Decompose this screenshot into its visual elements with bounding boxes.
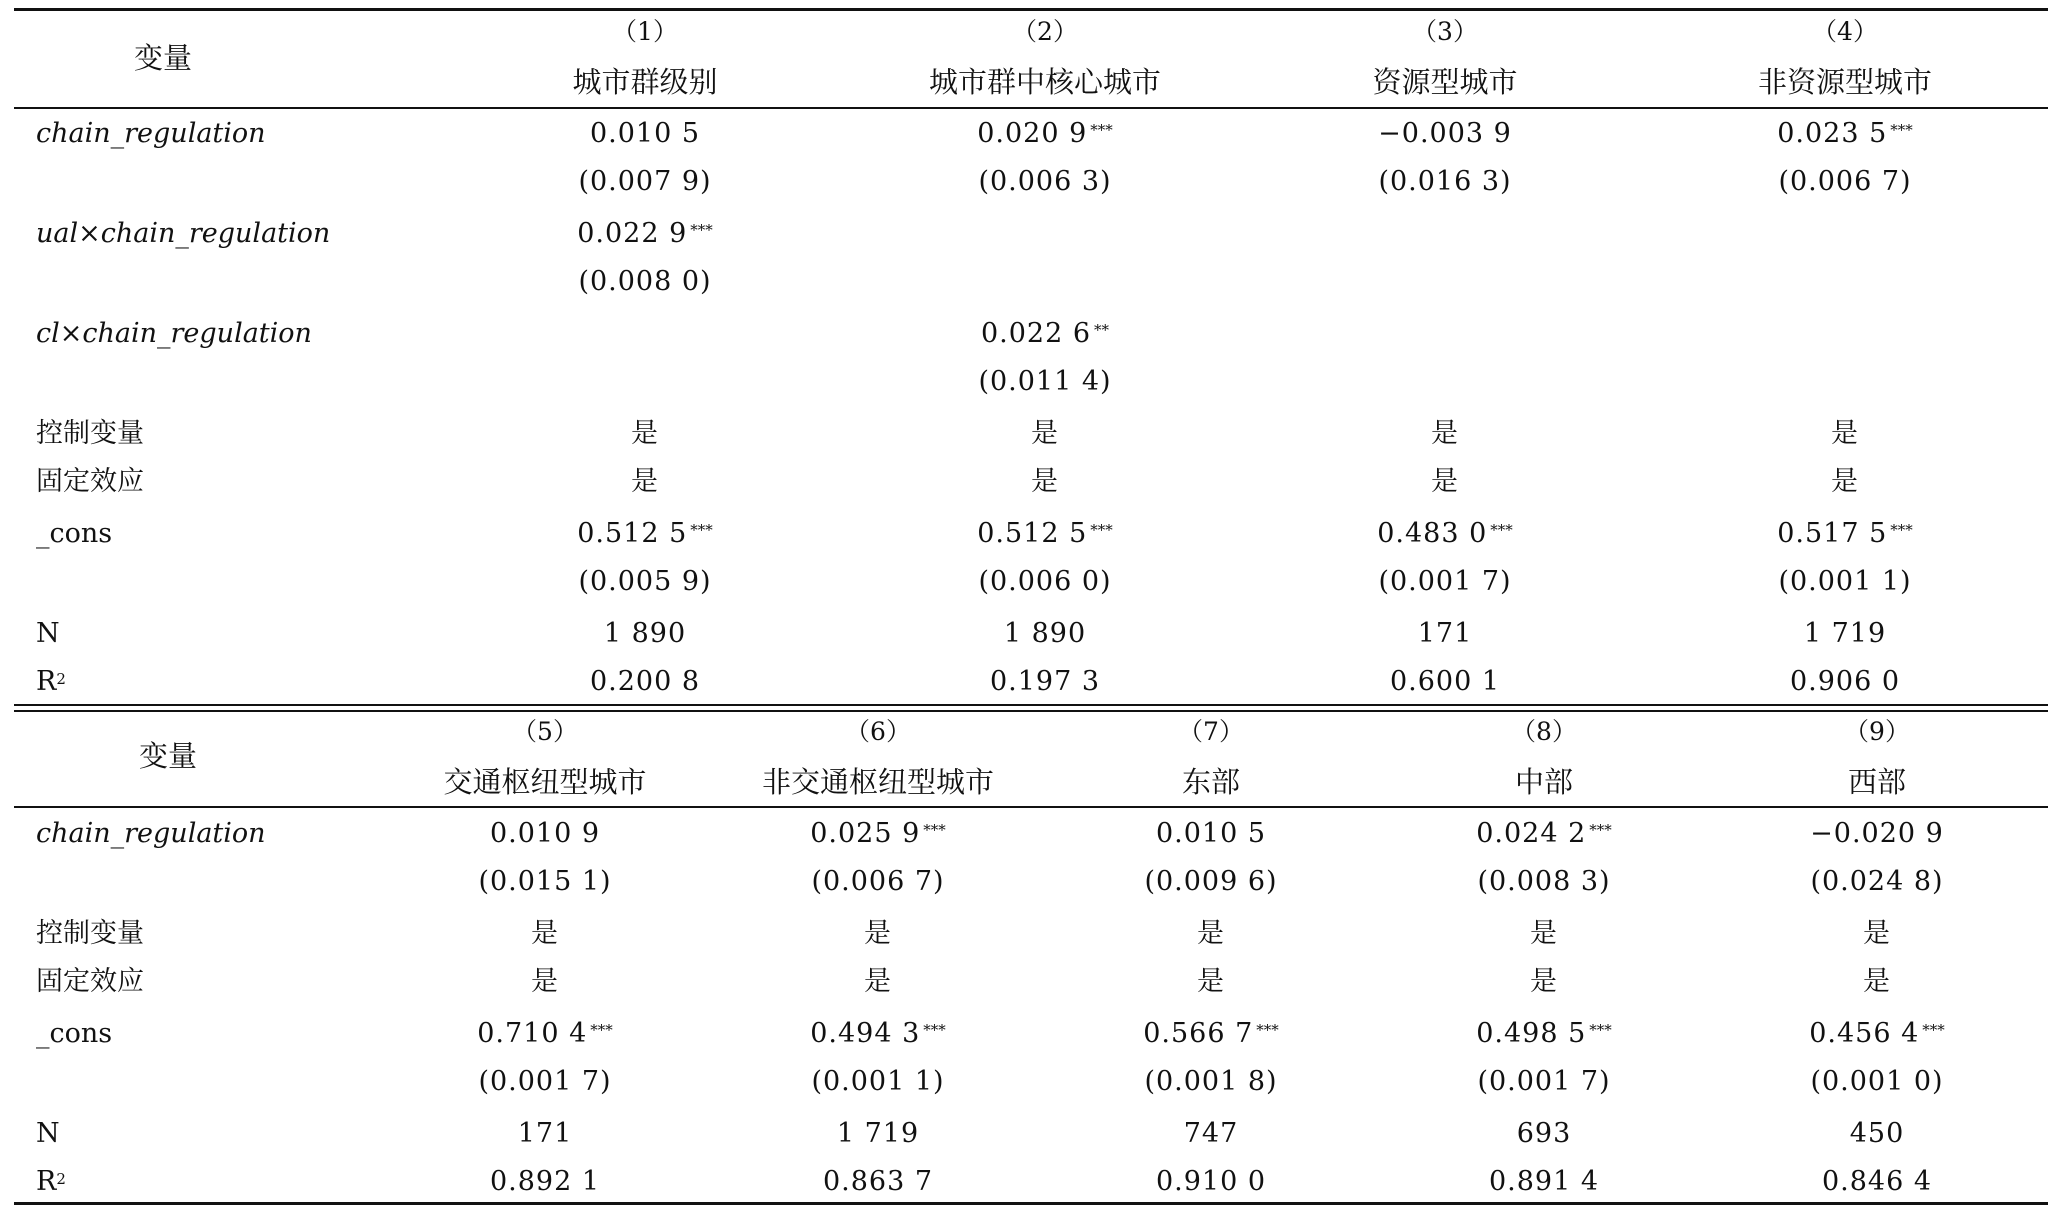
column-number: （1） — [612, 17, 678, 46]
cell-value: 是 — [864, 918, 892, 949]
table-cell — [981, 318, 1109, 350]
column-name: 非交通枢纽型城市 — [761, 765, 995, 799]
row-label-text: _cons — [36, 518, 113, 549]
table-cell — [1863, 966, 1891, 998]
column-number: （8） — [1511, 717, 1577, 746]
table-cell — [578, 566, 711, 598]
panel-b-header-rule — [14, 806, 2048, 808]
table-cell — [518, 1118, 573, 1150]
cell-value: 0.566 7 — [1143, 1018, 1254, 1049]
significance-stars: *** — [690, 221, 713, 239]
table-cell — [978, 166, 1111, 198]
table-cell — [478, 866, 611, 898]
table-cell — [1378, 118, 1512, 150]
row-label-text: _cons — [36, 1018, 113, 1049]
cell-value: 0.891 4 — [1488, 1166, 1600, 1197]
cell-value: 0.010 5 — [1155, 818, 1267, 849]
table-cell — [1489, 1166, 1599, 1198]
table-cell — [1810, 818, 1944, 850]
table-cell — [1778, 566, 1911, 598]
cell-value: 是 — [1431, 418, 1459, 449]
significance-stars: *** — [1589, 821, 1612, 839]
cell-value: −0.003 9 — [1378, 118, 1512, 149]
table-cell — [1431, 418, 1459, 450]
table-cell — [1156, 818, 1266, 850]
table-cell — [531, 966, 559, 998]
table-cell — [1517, 1118, 1572, 1150]
row-label-text: ual×chain_regulation — [36, 218, 331, 249]
table-cell — [631, 466, 659, 498]
panel-b-variable-header: 变量 — [138, 739, 198, 773]
table-cell — [577, 218, 713, 250]
table-cell — [1144, 866, 1277, 898]
table-cell — [977, 518, 1113, 550]
cell-value: 0.025 9 — [810, 818, 921, 849]
cell-value: 0.512 5 — [977, 518, 1088, 549]
significance-stars: *** — [1256, 1021, 1279, 1039]
table-cell — [864, 966, 892, 998]
row-label-text: 控制变量 — [36, 918, 144, 949]
significance-stars: *** — [1922, 1021, 1945, 1039]
table-cell — [1831, 466, 1859, 498]
cell-value: (0.006 3) — [978, 166, 1112, 197]
significance-stars: *** — [1090, 121, 1113, 139]
table-cell — [1184, 1118, 1239, 1150]
significance-stars: *** — [1589, 1021, 1612, 1039]
table-cell — [1476, 818, 1612, 850]
row-label-superscript: 2 — [56, 670, 66, 688]
cell-value: 是 — [1530, 966, 1558, 997]
table-cell — [1790, 666, 1900, 698]
table-cell — [1390, 666, 1500, 698]
column-name: 非资源型城市 — [1757, 65, 1933, 99]
cell-value: 0.197 3 — [989, 666, 1101, 697]
table-cell — [1810, 1066, 1943, 1098]
table-cell — [478, 1066, 611, 1098]
cell-value: (0.006 7) — [811, 866, 945, 897]
cell-value: 是 — [1863, 966, 1891, 997]
cell-value: 是 — [1031, 418, 1059, 449]
cell-value: 450 — [1849, 1118, 1905, 1149]
cell-value: (0.001 8) — [1144, 1066, 1278, 1097]
cell-value: 0.022 9 — [577, 218, 688, 249]
table-cell — [1004, 618, 1086, 650]
table-cell — [531, 918, 559, 950]
significance-stars: *** — [923, 1021, 946, 1039]
table-cell — [837, 1118, 919, 1150]
row-label — [36, 618, 60, 650]
table-cell — [811, 866, 944, 898]
cell-value: 747 — [1183, 1118, 1239, 1149]
table-cell — [1822, 1166, 1932, 1198]
cell-value: 0.910 0 — [1155, 1166, 1267, 1197]
bottom-rule — [14, 1202, 2048, 1205]
table-cell — [1850, 1118, 1905, 1150]
table-cell — [490, 818, 600, 850]
table-cell — [1031, 418, 1059, 450]
table-cell — [1831, 418, 1859, 450]
cell-value: 是 — [1031, 466, 1059, 497]
cell-value: 0.906 0 — [1789, 666, 1901, 697]
row-label-text: 固定效应 — [36, 466, 144, 497]
cell-value: (0.007 9) — [578, 166, 712, 197]
cell-value: 0.022 6 — [980, 318, 1092, 349]
column-name: 城市群级别 — [572, 65, 718, 99]
table-cell — [1197, 918, 1225, 950]
row-label-text: R — [36, 666, 57, 697]
table-cell — [1418, 618, 1473, 650]
row-label — [36, 1018, 112, 1050]
significance-stars: *** — [1890, 521, 1913, 539]
row-label — [36, 218, 330, 250]
table-cell — [1810, 866, 1943, 898]
table-cell — [810, 1018, 946, 1050]
cell-value: (0.001 7) — [478, 1066, 612, 1097]
cell-value: (0.008 0) — [578, 266, 712, 297]
column-name: 交通枢纽型城市 — [443, 765, 647, 799]
cell-value: 0.517 5 — [1777, 518, 1888, 549]
cell-value: (0.006 7) — [1778, 166, 1912, 197]
significance-stars: *** — [923, 821, 946, 839]
column-number: （2） — [1012, 17, 1078, 46]
table-cell — [1777, 518, 1913, 550]
table-cell — [977, 118, 1113, 150]
panel-a-variable-header: 变量 — [133, 41, 193, 75]
column-number: （4） — [1812, 17, 1878, 46]
table-cell — [1863, 918, 1891, 950]
cell-value: 0.494 3 — [810, 1018, 921, 1049]
significance-stars: *** — [1490, 521, 1513, 539]
table-cell — [978, 566, 1111, 598]
table-cell — [1143, 1018, 1279, 1050]
row-label — [36, 518, 112, 550]
cell-value: (0.001 1) — [811, 1066, 945, 1097]
table-cell — [864, 918, 892, 950]
table-cell — [978, 366, 1111, 398]
cell-value: 0.512 5 — [577, 518, 688, 549]
table-cell — [577, 518, 713, 550]
column-name: 东部 — [1181, 765, 1241, 799]
cell-value: 1 890 — [603, 618, 687, 649]
row-label — [36, 966, 144, 998]
row-label — [36, 1118, 60, 1150]
cell-value: 是 — [864, 966, 892, 997]
table-cell — [578, 166, 711, 198]
row-label-text: chain_regulation — [36, 818, 266, 849]
cell-value: 1 719 — [1803, 618, 1887, 649]
cell-value: 1 890 — [1003, 618, 1087, 649]
table-cell — [811, 1066, 944, 1098]
column-name: 城市群中核心城市 — [928, 65, 1162, 99]
table-cell — [590, 118, 700, 150]
column-number: （6） — [845, 717, 911, 746]
cell-value: (0.011 4) — [978, 366, 1112, 397]
cell-value: (0.024 8) — [1810, 866, 1944, 897]
significance-stars: *** — [1090, 521, 1113, 539]
table-cell — [1378, 566, 1511, 598]
table-cell — [990, 666, 1100, 698]
cell-value: 0.020 9 — [977, 118, 1088, 149]
cell-value: −0.020 9 — [1810, 818, 1944, 849]
cell-value: 0.200 8 — [589, 666, 701, 697]
cell-value: 0.846 4 — [1821, 1166, 1933, 1197]
cell-value: 是 — [631, 418, 659, 449]
row-label — [36, 418, 144, 450]
cell-value: 0.483 0 — [1377, 518, 1488, 549]
table-cell — [1031, 466, 1059, 498]
cell-value: 是 — [631, 466, 659, 497]
cell-value: 0.892 1 — [489, 1166, 601, 1197]
column-name: 西部 — [1847, 765, 1907, 799]
table-cell — [590, 666, 700, 698]
table-cell — [1156, 1166, 1266, 1198]
table-cell — [1431, 466, 1459, 498]
significance-stars: *** — [1890, 121, 1913, 139]
cell-value: (0.001 7) — [1477, 1066, 1611, 1097]
cell-value: (0.008 3) — [1477, 866, 1611, 897]
cell-value: 0.456 4 — [1809, 1018, 1920, 1049]
table-cell — [1477, 1066, 1610, 1098]
column-number: （3） — [1412, 17, 1478, 46]
row-label — [36, 318, 312, 350]
cell-value: 0.710 4 — [477, 1018, 588, 1049]
column-name: 资源型城市 — [1372, 65, 1518, 99]
row-label-text: chain_regulation — [36, 118, 266, 149]
cell-value: 是 — [1863, 918, 1891, 949]
cell-value: 0.498 5 — [1476, 1018, 1587, 1049]
table-cell — [1477, 866, 1610, 898]
cell-value: 0.600 1 — [1389, 666, 1501, 697]
column-number: （5） — [512, 717, 578, 746]
row-label-text: N — [36, 618, 60, 649]
row-label-superscript: 2 — [56, 1170, 66, 1188]
cell-value: 171 — [1417, 618, 1473, 649]
table-cell — [810, 818, 946, 850]
cell-value: (0.001 1) — [1778, 566, 1912, 597]
table-cell — [490, 1166, 600, 1198]
table-cell — [1476, 1018, 1612, 1050]
table-cell — [604, 618, 686, 650]
table-cell — [1197, 966, 1225, 998]
cell-value: 是 — [1831, 418, 1859, 449]
cell-value: (0.009 6) — [1144, 866, 1278, 897]
cell-value: (0.005 9) — [578, 566, 712, 597]
cell-value: 693 — [1516, 1118, 1572, 1149]
cell-value: 是 — [1431, 466, 1459, 497]
table-cell — [578, 266, 711, 298]
cell-value: 是 — [1197, 918, 1225, 949]
row-label-text: cl×chain_regulation — [36, 318, 312, 349]
table-cell — [1804, 618, 1886, 650]
column-number: （7） — [1178, 717, 1244, 746]
table-cell — [1777, 118, 1913, 150]
cell-value: 0.863 7 — [822, 1166, 934, 1197]
table-cell — [1530, 918, 1558, 950]
row-label — [36, 1166, 66, 1198]
cell-value: 是 — [1530, 918, 1558, 949]
table-cell — [1530, 966, 1558, 998]
row-label — [36, 466, 144, 498]
cell-value: 0.010 5 — [589, 118, 701, 149]
cell-value: 0.024 2 — [1476, 818, 1587, 849]
cell-value: 171 — [517, 1118, 573, 1149]
table-cell — [1378, 166, 1511, 198]
row-label-text: R — [36, 1166, 57, 1197]
cell-value: (0.001 7) — [1378, 566, 1512, 597]
cell-value: 1 719 — [836, 1118, 920, 1149]
table-cell — [631, 418, 659, 450]
cell-value: 是 — [531, 966, 559, 997]
cell-value: 0.023 5 — [1777, 118, 1888, 149]
cell-value: 是 — [531, 918, 559, 949]
row-label — [36, 118, 266, 150]
row-label — [36, 666, 66, 698]
table-cell — [1144, 1066, 1277, 1098]
column-number: （9） — [1844, 717, 1910, 746]
table-cell — [477, 1018, 613, 1050]
cell-value: 0.010 9 — [489, 818, 601, 849]
row-label-text: 控制变量 — [36, 418, 144, 449]
row-label — [36, 818, 266, 850]
top-rule — [14, 8, 2048, 11]
row-label — [36, 918, 144, 950]
significance-stars: ** — [1094, 321, 1110, 339]
column-name: 中部 — [1514, 765, 1574, 799]
table-cell — [1778, 166, 1911, 198]
row-label-text: 固定效应 — [36, 966, 144, 997]
panel-a-header-rule — [14, 107, 2048, 109]
table-cell — [1377, 518, 1513, 550]
panel-divider-rule-top — [14, 704, 2048, 706]
table-cell — [823, 1166, 933, 1198]
cell-value: (0.016 3) — [1378, 166, 1512, 197]
row-label-text: N — [36, 1118, 60, 1149]
table-cell — [1809, 1018, 1945, 1050]
cell-value: 是 — [1197, 966, 1225, 997]
significance-stars: *** — [590, 1021, 613, 1039]
panel-divider-rule-bottom — [14, 710, 2048, 712]
significance-stars: *** — [690, 521, 713, 539]
cell-value: (0.015 1) — [478, 866, 612, 897]
cell-value: 是 — [1831, 466, 1859, 497]
cell-value: (0.006 0) — [978, 566, 1112, 597]
cell-value: (0.001 0) — [1810, 1066, 1944, 1097]
